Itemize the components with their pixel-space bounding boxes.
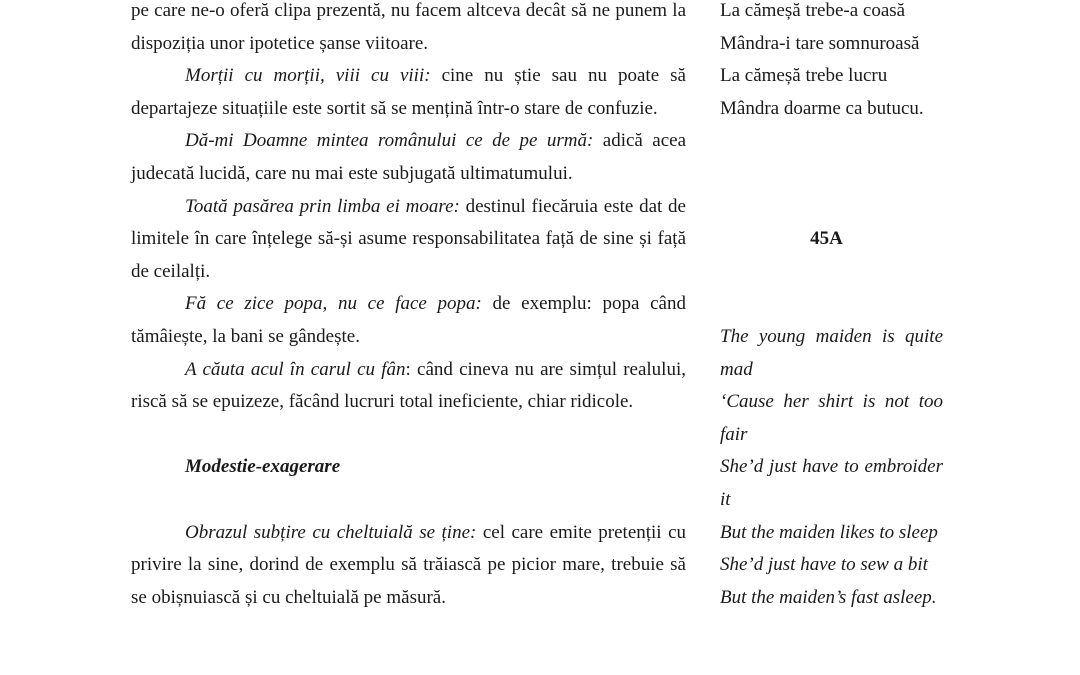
spacer (720, 158, 943, 191)
poem-line-en: She’d just have to embroider it (720, 456, 943, 510)
proverb-phrase: A căuta acul în carul cu fân (185, 358, 406, 380)
poem-line-ro: La cămeșă trebe-a coasă (720, 0, 906, 21)
paragraph-continuation: pe care ne-o oferă clipa prezentă, nu facem altceva decât să ne punem la dispoziția unor ipotetice șanse viitoare. (131, 0, 686, 54)
proverb-explanation: cel care emite pretenții cu privire la sine, dorind de exemplu să trăiască pe picior mare, trebuie să se obișnuiască și cu cheltuială pe măsură. (131, 521, 687, 608)
poem-column (720, 0, 943, 614)
proverb-phrase: Fă ce zice popa, nu ce face popa: (185, 293, 482, 315)
proverb-explanation: de exemplu: popa când tămâiește, la bani se gândește. (131, 293, 686, 347)
poem-line-ro: La cămeșă trebe lucru (720, 65, 888, 87)
proverb-paragraph (131, 354, 686, 419)
section-heading: Modestie-exagerare (185, 456, 341, 478)
proverb-phrase: Morții cu morții, viii cu viii: (185, 65, 431, 87)
spacer (720, 288, 943, 321)
poem-line-en: She’d just have to sew a bit (720, 554, 928, 576)
proverb-explanation: cine nu știe sau nu poate să departajeze situațiile este sortit să se mențină într-o stare de confuzie. (131, 65, 686, 119)
poem-line-en: But the maiden’s fast asleep. (720, 586, 937, 608)
proverb-explanation: : când cineva nu are simțul realului, riscă să se epuizeze, făcând lucruri total ineficiente, chiar ridicole. (131, 358, 686, 413)
spacer (720, 191, 943, 224)
proverb-explanation: adică acea judecată lucidă, care nu mai este subjugată ultimatumului. (131, 130, 687, 184)
proverb-paragraph (131, 288, 686, 353)
proverb-paragraph (131, 191, 686, 289)
poem-line-en: The young maiden is quite mad (720, 325, 943, 380)
poem-line-en: ‘Cause her shirt is not too fair (720, 391, 943, 445)
poem-line-en: But the maiden likes to sleep (720, 521, 938, 543)
spacer (720, 125, 943, 158)
proverb-phrase: Toată pasărea prin limba ei moare: (185, 195, 460, 217)
proverb-explanation: destinul fiecăruia este dat de limitele în care înțelege să-și asume responsabilitatea față de sine și față de ceilalți. (131, 195, 686, 282)
proverb-phrase: Obrazul subțire cu cheltuială se ține: (185, 521, 477, 543)
spacer (720, 256, 943, 289)
proverb-phrase: Dă-mi Doamne mintea românului ce de pe urmă: (185, 130, 594, 152)
romanian-prose-column (131, 0, 686, 614)
proverb-paragraph (131, 125, 686, 190)
poem-line-ro: Mândra doarme ca butucu. (720, 97, 924, 119)
proverb-paragraph (131, 60, 686, 125)
poem-line-ro: Mândra-i tare somnuroasă (720, 32, 920, 54)
proverb-paragraph (131, 517, 686, 615)
section-number: 45A (810, 228, 843, 250)
